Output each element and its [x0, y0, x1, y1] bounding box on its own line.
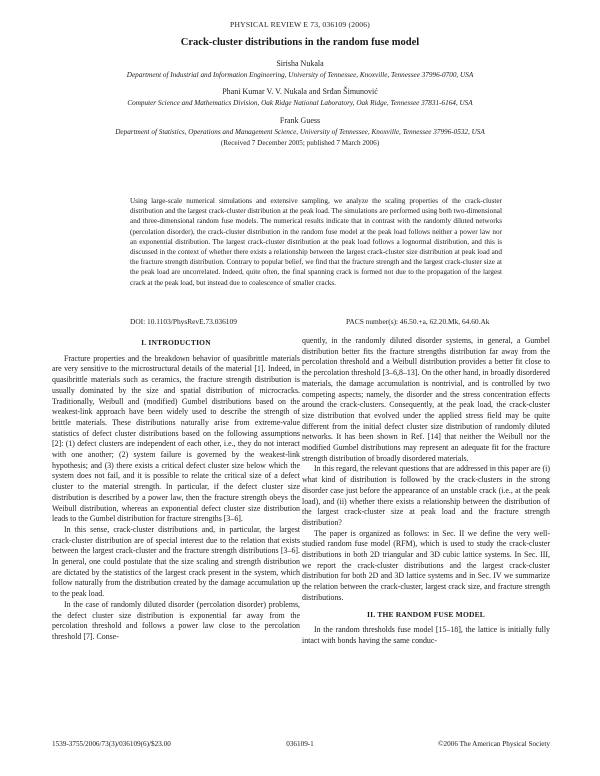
paragraph: In this sense, crack-cluster distributions and, in particular, the largest crack-cluster distribution are of special interest due to the relation that exists between the largest crack-cluster and the fracture strength distributions [3–6]. In general, one could postulate that the size scaling and strength distribution are dictated by the statistics of the largest crack present in the system, which follow naturally from the distribution created by the damage accumulation up to the peak load.	[52, 524, 300, 599]
affiliation-1: Department of Industrial and Information Engineering, University of Tennessee, Knoxville, Tennessee 37996-0700, USA	[126, 71, 474, 79]
author-3: Frank Guess	[279, 116, 321, 125]
section-heading-introduction: I. INTRODUCTION	[141, 338, 211, 347]
doi-link[interactable]	[130, 317, 237, 326]
affiliation-2: Computer Science and Mathematics Division, Oak Ridge National Laboratory, Oak Ridge, Tennessee 37831-6164, USA	[127, 99, 473, 107]
footer-copyright: ©2006 The American Physical Society	[438, 740, 550, 748]
paragraph: Fracture properties and the breakdown behavior of quasibrittle materials are very sensitive to the microstructural details of the material [1]. Indeed, in quasibrittle materials such as ceramics, the fracture strength distribution is usually dominated by the size and spatial distribution of microcracks. Traditionally, Weibull and (modified) Gumbel distributions based on the weakest-link approach have been widely used to describe the strength of brittle materials. These distributions naturally arise from extreme-value statistics of defect cluster distributions based on the following assumptions [2]: (1) defect clusters are independent of each other, i.e., they do not interact with one another; (2) system failure is governed by the weakest-link hypothesis; and (3) there exists a critical defect cluster size below which the system does not fail, and it is possible to relate the critical size of a defect cluster to the material strength. In particular, if the defect cluster size distribution is described by a power law, then the fracture strength obeys the Weibull distribution, whereas an exponential defect cluster size distribution leads to the Gumbel distribution for fracture strengths [3–6].	[52, 353, 300, 524]
running-head: PHYSICAL REVIEW E 73, 036109 (2006)	[230, 20, 370, 29]
footer-issn: 1539-3755/2006/73(3)/036109(6)/$23.00	[52, 740, 171, 748]
paragraph: In this regard, the relevant questions that are addressed in this paper are (i) what kind of distribution is followed by the crack-clusters in the strong disorder case just before the appearance of an unstable crack (i.e., at the peak load), and (ii) whether there exists a relationship between the distribution of the largest crack-cluster size at peak load and the fracture strength distribution?	[302, 464, 550, 527]
section-heading-random-fuse-model: II. THE RANDOM FUSE MODEL	[367, 609, 485, 619]
abstract: Using large-scale numerical simulations and extensive sampling, we analyze the scaling properties of the crack-cluster distribution and the largest crack-cluster distribution at the peak load. The simulations are performed using both two-dimensional and three-dimensional random fuse models. The numerical results indicate that in contrast with the randomly diluted networks (percolation disorder), the crack-cluster distribution in the random fuse model at the peak load follows neither a power law nor an exponential distribution. The largest crack-cluster distribution at the peak load follows a lognormal distribution, and this is discussed in the context of whether there exists a relationship between the largest crack-cluster size distribution at peak load and the fracture strength distribution. Contrary to popular belief, we find that the fracture strength and the largest crack-cluster size at the peak load are uncorrelated. Indeed, quite often, the final spanning crack is formed not due to the propagation of the largest crack at the peak load, but instead due to coalescence of smaller cracks.	[130, 197, 502, 287]
paragraph: The paper is organized as follows: in Sec. II we define the very well-studied random fuse model (RFM), which is used to study the crack-cluster distributions in both 2D triangular and 3D cubic lattice systems. In Sec. III, we report the crack-cluster distributions and the largest crack-cluster distribution for both 2D and 3D lattice systems and in Sec. IV we summarize the relation between the crack-cluster, largest crack size, and fracture strength distributions.	[302, 528, 550, 602]
affiliation-3: Department of Statistics, Operations and Management Science, University of Tennessee, Knoxville, Tennessee 37996-0532, USA	[115, 128, 485, 136]
paragraph: In the random thresholds fuse model [15–18], the lattice is initially fully intact with bonds having the same conduc-	[302, 625, 550, 645]
received-dates: (Received 7 December 2005; published 7 March 2006)	[220, 139, 380, 147]
paper-title: Crack-cluster distributions in the random fuse model	[180, 37, 420, 48]
paragraph: In the case of randomly diluted disorder (percolation disorder) problems, the defect cluster size distribution is exponential far away from the percolation threshold and follows a power law close to the percolation threshold [7]. Conse-	[52, 599, 300, 641]
paragraph: quently, in the randomly diluted disorder systems, in general, a Gumbel distribution better fits the fracture strengths distribution far away from the percolation threshold and a Weibull distribution provides a better fit close to the percolation threshold [3–6,8–13]. On the other hand, in broadly disordered materials, the damage accumulation is nontrivial, and is controlled by two competing aspects; namely, the disorder and the stress concentration effects around the crack-clusters. Consequently, at the peak load, the crack-cluster size distribution that evolved under the applied stress field may be quite different from the initial defect cluster size distribution of randomly diluted networks. It has been shown in Ref. [14] that neither the Weibull nor the modified Gumbel distributions may represent an adequate fit for the fracture strength distribution of broadly disordered materials.	[302, 336, 550, 463]
footer-page-number: 036109-1	[286, 740, 314, 748]
author-2: Phani Kumar V. V. Nukala and Srđan Šimunović	[222, 87, 378, 96]
pacs-numbers: PACS number(s): 46.50.+a, 62.20.Mk, 64.60.Ak	[346, 317, 490, 326]
doi-text[interactable]: DOI: 10.1103/PhysRevE.73.036109	[130, 317, 237, 326]
author-1: Sirisha Nukala	[276, 59, 324, 68]
right-column	[302, 336, 550, 647]
left-column	[52, 336, 300, 643]
